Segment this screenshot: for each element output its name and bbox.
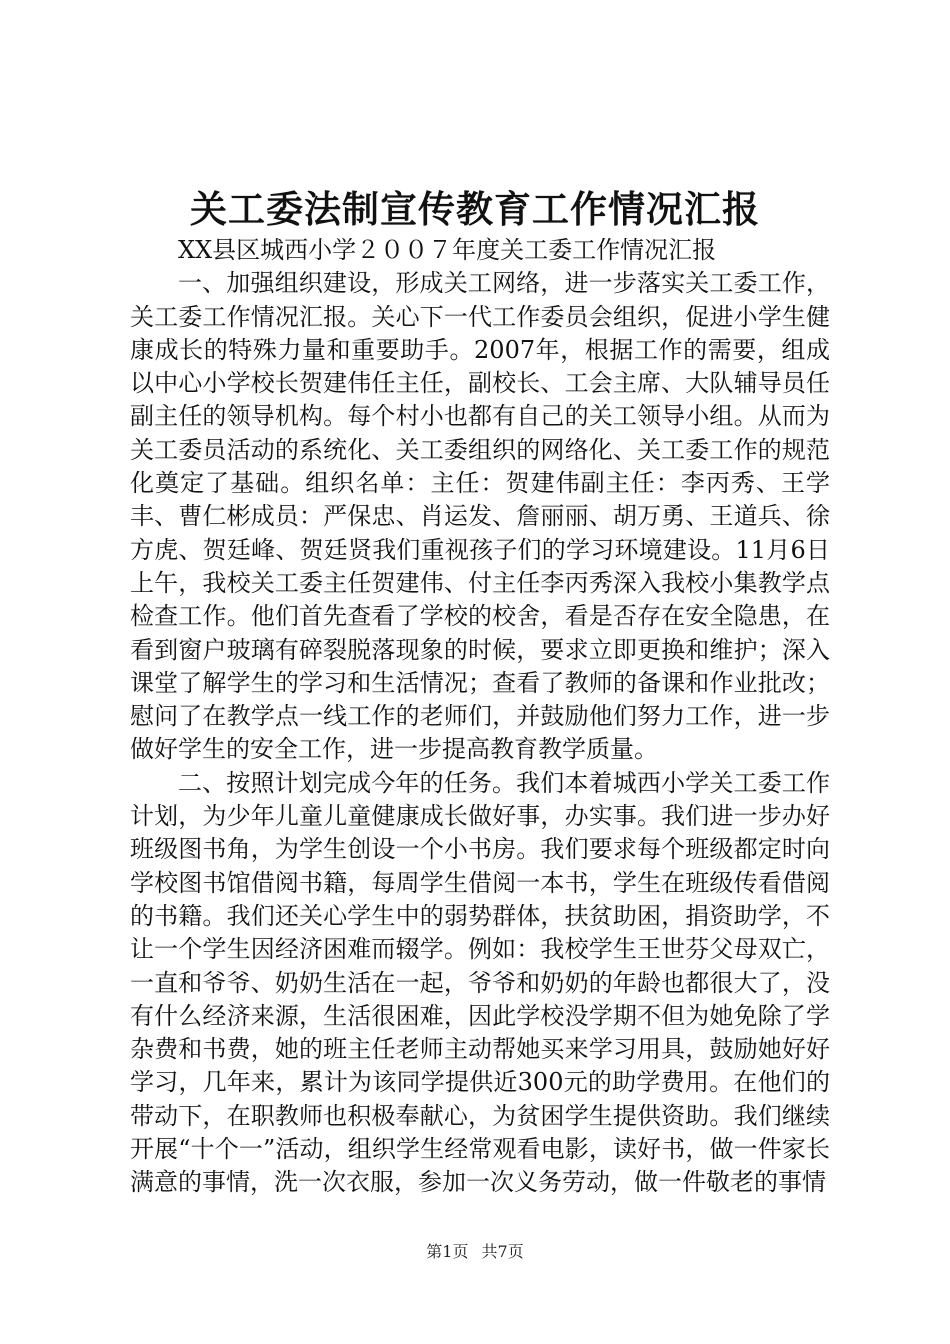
paragraph-section-one: 一、加强组织建设，形成关工网络，进一步落实关工委工作，关工委工作情况汇报。关心下一代工作委员会组织，促进小学生健康成长的特殊力量和重要助手。2007年，根据工作的需要，组成以中心小学校长贺建伟任主任，副校长、工会主席、大队辅导员任副主任的领导机构。每个村小也都有自己的关工领导小组。从而为关工委员活动的系统化、关工委组织的网络化、关工委工作的规范化奠定了基础。组织名单：主任：贺建伟副主任：李丙秀、王学丰、曹仁彬成员：严保忠、肖运发、詹丽丽、胡万勇、王道兵、徐方虎、贺廷峰、贺廷贤我们重视孩子们的学习环境建设。11月6日上午，我校关工委主任贺建伟、付主任李丙秀深入我校小集教学点检查工作。他们首先查看了学校的校舍，看是否存在安全隐患，在看到窗户玻璃有碎裂脱落现象的时候，要求立即更换和维护；深入课堂了解学生的学习和生活情况；查看了教师的备课和作业批改；慰问了在教学点一线工作的老师们，并鼓励他们努力工作，进一步做好学生的安全工作，进一步提高教育教学质量。 bbox=[130, 269, 830, 764]
page-number: 第1页 bbox=[426, 1242, 469, 1261]
document-title: 关工委法制宣传教育工作情况汇报 bbox=[190, 187, 760, 231]
document-body bbox=[130, 234, 830, 1200]
page-footer bbox=[0, 1242, 950, 1262]
page-total: 共7页 bbox=[481, 1242, 524, 1261]
paragraph-subtitle: XX县区城西小学２００７年度关工委工作情况汇报 bbox=[178, 236, 717, 264]
paragraph-section-two: 二、按照计划完成今年的任务。我们本着城西小学关工委工作计划，为少年儿童儿童健康成长做好事，办实事。我们进一步办好班级图书角，为学生创设一个小书房。我们要求每个班级都定时向学校图书馆借阅书籍，每周学生借阅一本书，学生在班级传看借阅的书籍。我们还关心学生中的弱势群体，扶贫助困，捐资助学，不让一个学生因经济困难而辍学。例如：我校学生王世芬父母双亡，一直和爷爷、奶奶生活在一起，爷爷和奶奶的年龄也都很大了，没有什么经济来源，生活很困难，因此学校没学期不但为她免除了学杂费和书费，她的班主任老师主动帮她买来学习用具，鼓励她好好学习，几年来，累计为该同学提供近300元的助学费用。在他们的带动下，在职教师也积极奉献心，为贫困学生提供资助。我们继续开展“十个一”活动，组织学生经常观看电影，读好书，做一件家长满意的事情，洗一次衣服，参加一次义务劳动，做一件敬老的事情 bbox=[130, 768, 830, 1197]
